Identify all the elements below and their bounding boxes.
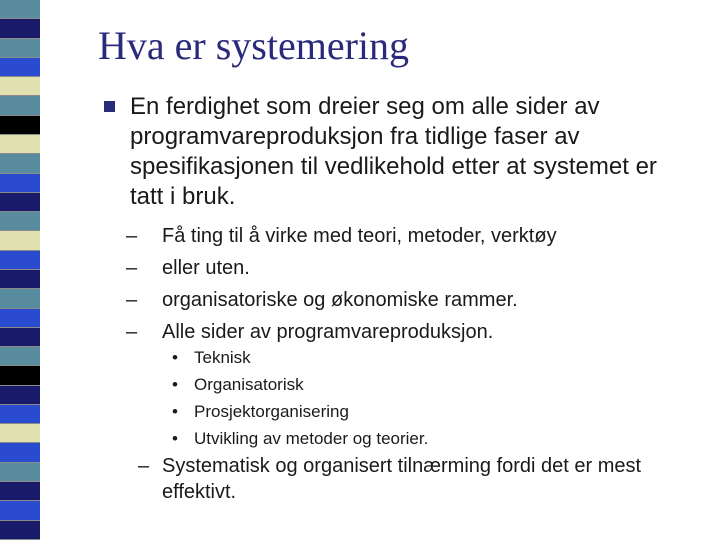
stripe-block xyxy=(0,405,40,424)
decorative-stripe xyxy=(0,0,40,540)
sub-sub-list xyxy=(170,344,670,452)
stripe-block xyxy=(0,19,40,38)
stripe-block xyxy=(0,328,40,347)
main-bullet-text: En ferdighet som dreier seg om alle sider av programvareproduksjon fra tidlige faser av spesifikasjonen til vedlikehold etter at systemet er tatt i bruk. xyxy=(130,93,657,210)
list-item xyxy=(126,220,686,252)
stripe-block xyxy=(0,174,40,193)
stripe-block xyxy=(0,501,40,520)
stripe-block xyxy=(0,251,40,270)
dot-bullet: • xyxy=(172,429,178,448)
dot-bullet: • xyxy=(172,348,178,367)
stripe-block xyxy=(0,347,40,366)
stripe-block xyxy=(0,96,40,115)
stripe-block xyxy=(0,521,40,540)
stripe-block xyxy=(0,0,40,19)
stripe-block xyxy=(0,193,40,212)
sub-item-text: Få ting til å virke med teori, metoder, verktøy xyxy=(162,225,557,247)
dot-bullet: • xyxy=(172,402,178,421)
stripe-block xyxy=(0,58,40,77)
final-item-text: Systematisk og organisert tilnærming fordi det er mest effektivt. xyxy=(162,455,642,503)
stripe-block xyxy=(0,116,40,135)
list-item xyxy=(126,252,686,284)
stripe-block xyxy=(0,212,40,231)
stripe-block xyxy=(0,463,40,482)
sub-item-text: organisatoriske og økonomiske rammer. xyxy=(162,289,518,311)
sub-item-text: eller uten. xyxy=(162,257,250,279)
stripe-block xyxy=(0,482,40,501)
stripe-block xyxy=(0,366,40,385)
stripe-block xyxy=(0,135,40,154)
dash-bullet: – xyxy=(126,321,138,343)
stripe-block xyxy=(0,77,40,96)
stripe-block xyxy=(0,270,40,289)
stripe-block xyxy=(0,154,40,173)
stripe-block xyxy=(0,289,40,308)
sub-sub-item-text: Teknisk xyxy=(194,348,251,367)
slide-title: Hva er systemering xyxy=(98,23,410,68)
stripe-block xyxy=(0,424,40,443)
square-bullet-icon xyxy=(104,101,115,112)
sub-sub-item-text: Prosjektorganisering xyxy=(194,402,349,421)
sub-item-text: Alle sider av programvareproduksjon. xyxy=(162,321,494,343)
dash-bullet: – xyxy=(126,289,138,311)
stripe-block xyxy=(0,39,40,58)
sub-list xyxy=(126,220,686,348)
dash-bullet: – xyxy=(126,257,138,279)
stripe-block xyxy=(0,386,40,405)
list-item xyxy=(126,284,686,316)
dash-bullet: – xyxy=(126,225,138,247)
stripe-block xyxy=(0,443,40,462)
list-item xyxy=(170,425,670,452)
stripe-block xyxy=(0,231,40,250)
list-item xyxy=(170,398,670,425)
sub-sub-item-text: Utvikling av metoder og teorier. xyxy=(194,429,429,448)
dash-bullet: – xyxy=(138,455,150,477)
list-item xyxy=(170,371,670,398)
sub-sub-item-text: Organisatorisk xyxy=(194,375,304,394)
list-item xyxy=(170,344,670,371)
stripe-block xyxy=(0,309,40,328)
dot-bullet: • xyxy=(172,375,178,394)
